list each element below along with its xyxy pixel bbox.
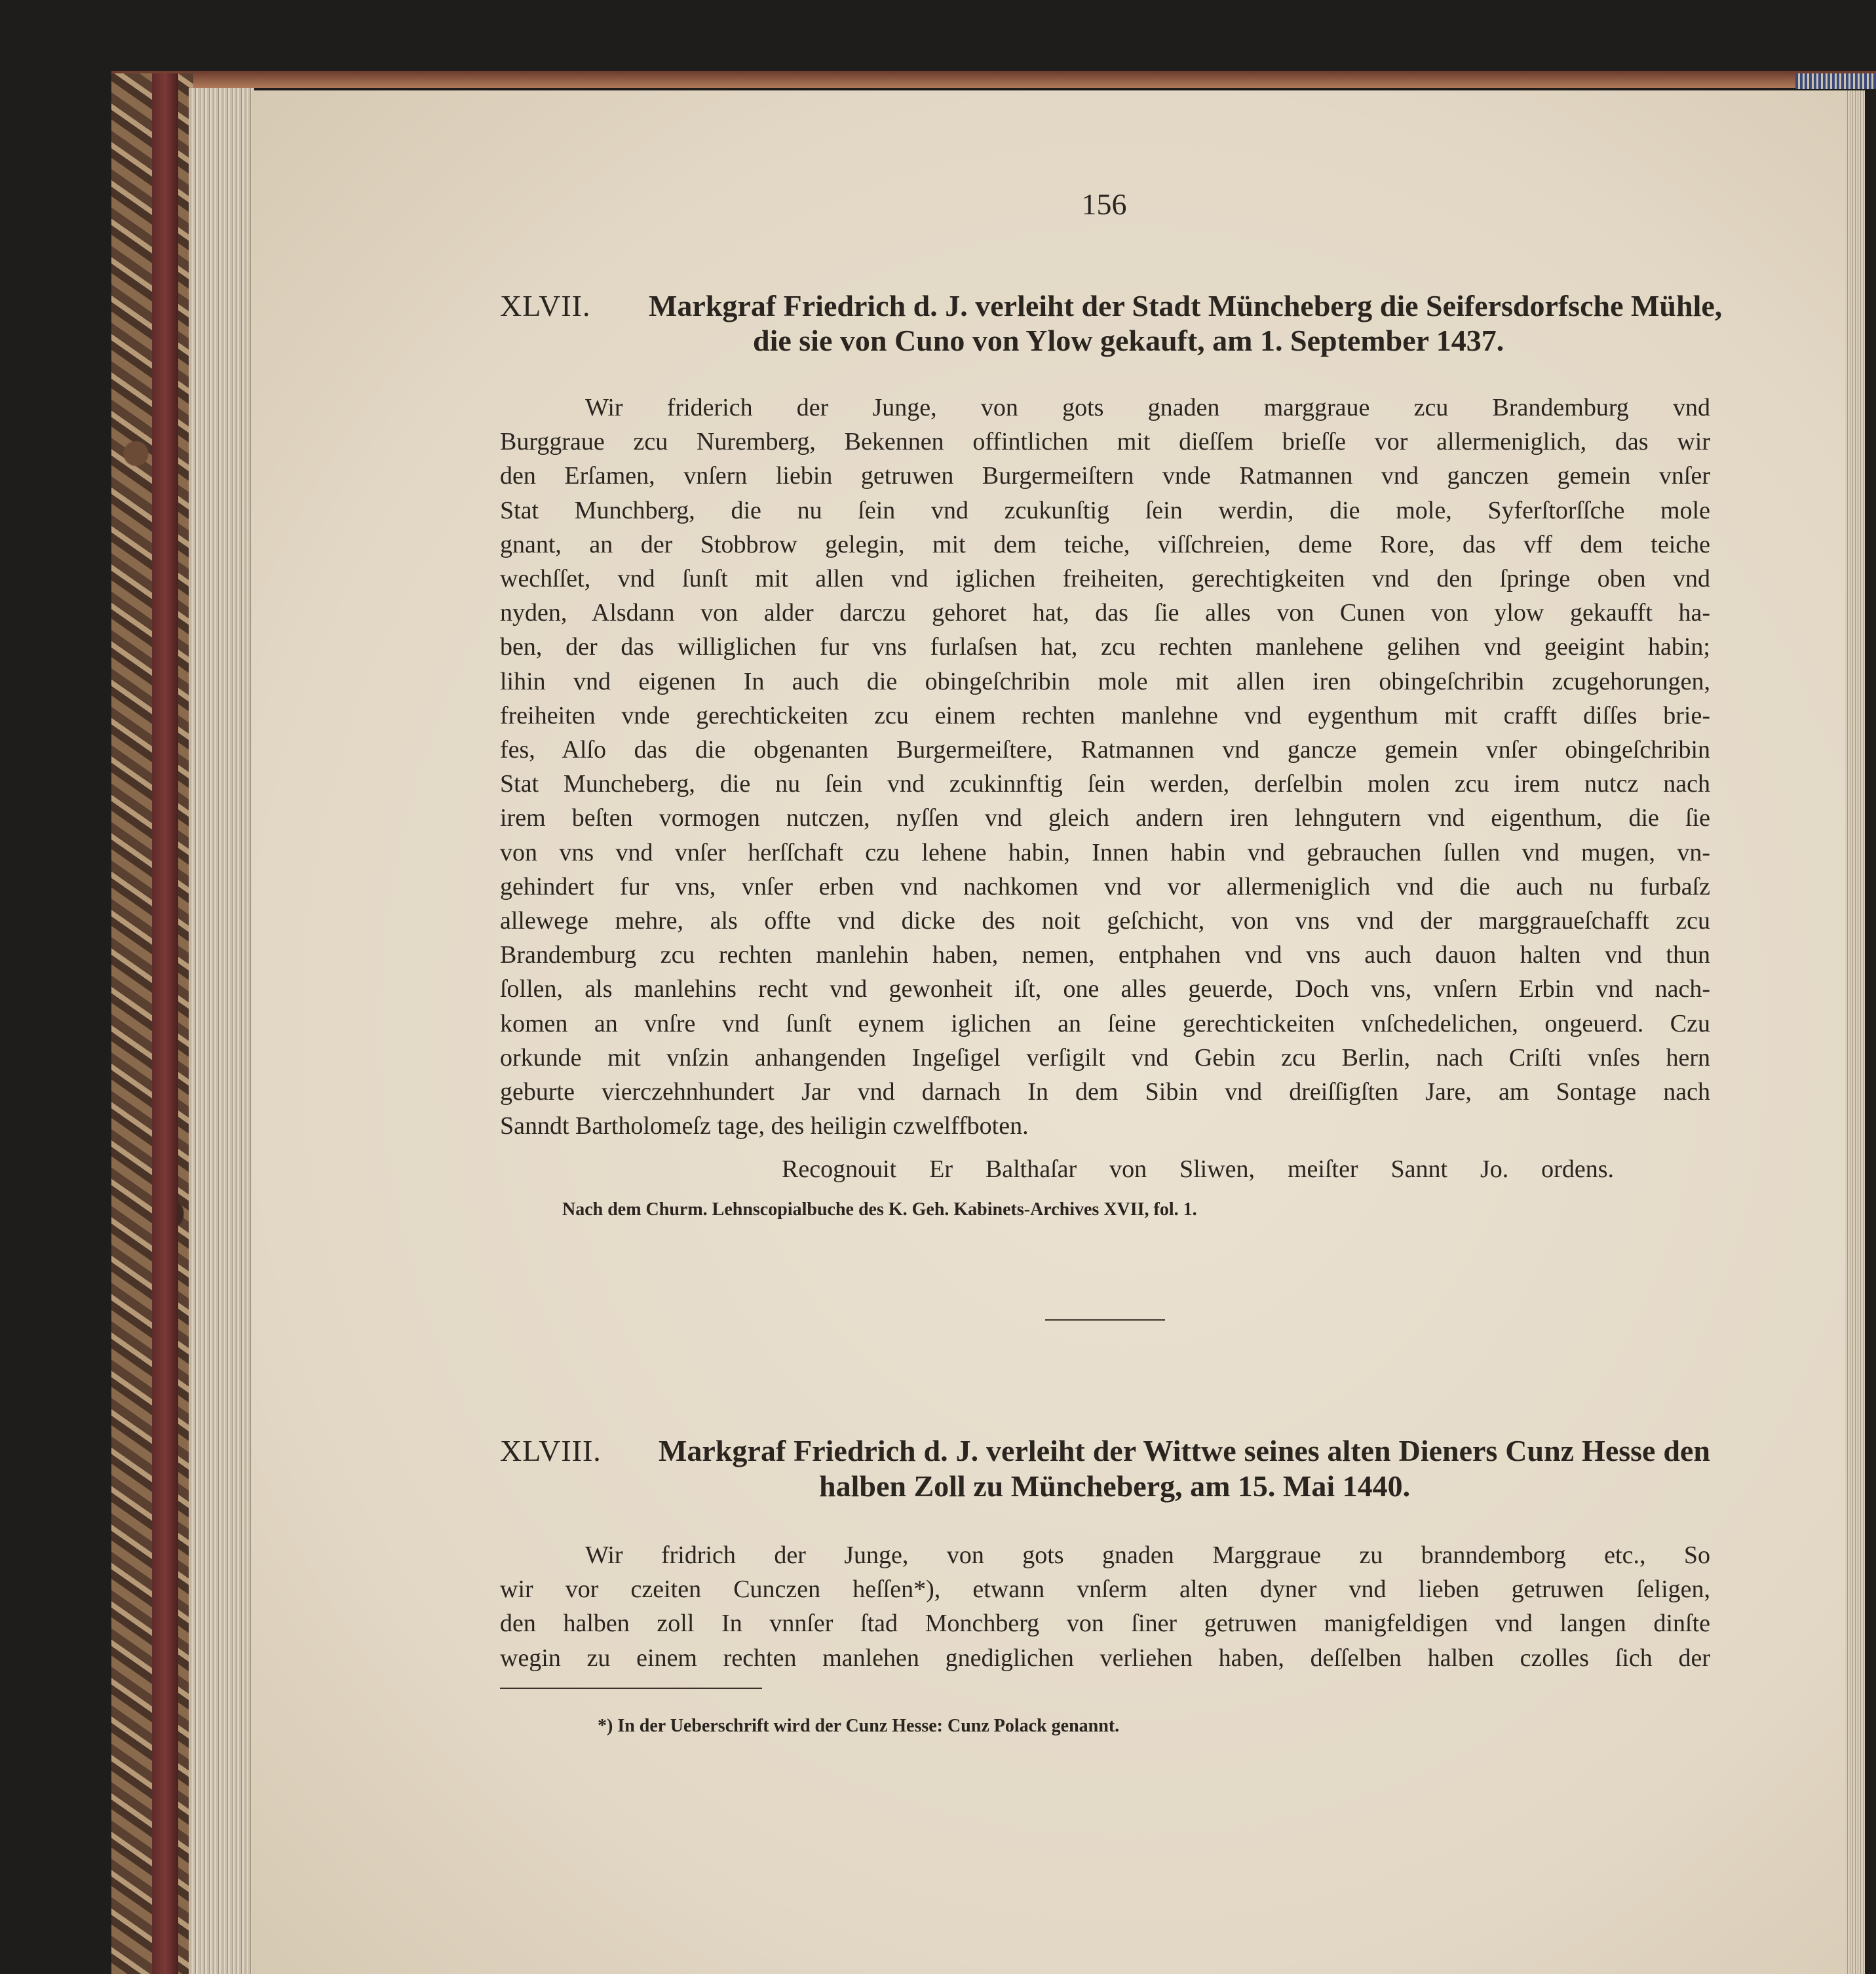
body-line: den Erſamen, vnſern liebin getruwen Burgermeiſtern vnde Ratmannen vnd ganczen gemein vnſer [500,462,1710,490]
body-line: Burggraue zcu Nuremberg, Bekennen offintlichen mit dieſſem brieſſe vor allermeniglich, das wir [500,428,1710,456]
body-line: gehindert fur vns, vnſer erben vnd nachkomen vnd vor allermeniglich vnd die auch nu furbaſz [500,872,1710,900]
footnote-rule [500,1688,762,1689]
body-line: nyden, Alsdann von alder darczu gehoret hat, das ſie alles von Cunen von ylow gekaufft ha- [500,599,1710,627]
section-number: XLVIII. [500,1434,602,1467]
body-line: gnant, an der Stobbrow gelegin, mit dem teiche, viſſchreien, deme Rore, das vff dem teiche [500,530,1710,558]
section-title-line: Markgraf Friedrich d. J. verleiht der Stadt Müncheberg die Seifersdorfsche Mühle, [649,289,1723,322]
body-line: orkunde mit vnſzin anhangenden Ingeſigel verſigilt vnd Gebin zcu Berlin, nach Criſti vnſes hern [500,1043,1710,1072]
body-line: wechſſet, vnd ſunſt mit allen vnd iglichen freiheiten, gerechtigkeiten vnd den ſpringe oben vnd [500,565,1710,592]
body-line: allewege mehre, als offte vnd dicke des noit geſchicht, von vns vnd der marggraueſchafft zcu [500,907,1710,935]
body-line: von vns vnd vnſer herſſchaft czu lehene habin, Innen habin vnd gebrauchen ſullen vnd mugen, vn- [500,838,1710,866]
section-divider [1045,1319,1165,1321]
body-line: Stat Muncheberg, die nu ſein vnd zcukinnftig ſein werden, derſelbin molen zcu irem nutcz nach [500,770,1710,798]
body-line: fes, Alſo das die obgenanten Burgermeiſtere, Ratmannen vnd gancze gemein vnſer obingeſchribin [500,736,1710,764]
section-title-line: die sie von Cuno von Ylow gekauft, am 1. September 1437. [753,324,1504,357]
section-title-line: halben Zoll zu Müncheberg, am 15. Mai 1440. [819,1469,1411,1503]
footnote: *) In der Ueberschrift wird der Cunz Hesse: Cunz Polack genannt. [598,1716,1120,1736]
page-number: 156 [1081,187,1127,221]
body-line: Wir friderich der Junge, von gots gnaden marggraue zcu Brandemburg vnd [585,394,1710,421]
recognition-line: Recognouit Er Balthaſar von Sliwen, meiſter Sannt Jo. ordens. [782,1155,1614,1183]
body-line: komen an vnſre vnd ſunſt eynem iglichen an ſeine gerechtickeiten vnſchedelichen, ongeuerd. Czu [500,1009,1710,1037]
section-title-line: Markgraf Friedrich d. J. verleiht der Wittwe seines alten Dieners Cunz Hesse den [659,1434,1710,1467]
body-line: Wir fridrich der Junge, von gots gnaden Marggraue zu branndemborg etc., So [585,1541,1710,1569]
book-top-edge [111,71,1876,88]
page-block-edges [189,88,254,1974]
body-line: lihin vnd eigenen In auch die obingeſchribin mole mit allen iren obingeſchribin zcugehorungen, [500,667,1710,695]
body-line: Stat Munchberg, die nu ſein vnd zcukunſtig ſein werdin, die mole, Syferſtorſſche mole [500,496,1710,524]
body-line: wegin zu einem rechten manlehen gnediglichen verliehen haben, deſſelben halben czolles ſich der [500,1644,1710,1672]
body-line: den halben zoll In vnnſer ſtad Monchberg von ſiner getruwen manigfeldigen vnd langen dinſte [500,1610,1710,1638]
cover-spine-leather [152,73,178,1974]
bookmark-edge [1795,73,1876,89]
body-line: Brandemburg zcu rechten manlehin haben, nemen, entphahen vnd vns auch dauon halten vnd thun [500,941,1710,969]
body-line: irem beſten vormogen nutczen, nyſſen vnd gleich andern iren lehngutern vnd eigenthum, die ſie [500,804,1710,832]
body-line: ſollen, als manlehins recht vnd gewonheit iſt, one alles geuerde, Doch vns, vnſern Erbin vnd nach- [500,975,1710,1003]
source-note: Nach dem Churm. Lehnscopialbuche des K. Geh. Kabinets-Archives XVII, fol. 1. [562,1199,1197,1220]
right-page-edges [1845,90,1865,1974]
section-number: XLVII. [500,289,591,322]
body-line: wir vor czeiten Cunczen heſſen*), etwann vnſerm alten dyner vnd lieben getruwen ſeligen, [500,1576,1710,1604]
body-line: ben, der das williglichen fur vns furlaſsen hat, zcu rechten manlehene gelihen vnd geeigint habin; [500,633,1710,661]
body-line: geburte vierczehnhundert Jar vnd darnach In dem Sibin vnd dreiſſigſten Jare, am Sontage nach [500,1078,1710,1106]
body-line: freiheiten vnde gerechtickeiten zcu einem rechten manlehne vnd eygenthum mit crafft diſſes brie- [500,701,1710,729]
body-line: Sanndt Bartholomeſz tage, des heiligin czwelffboten. [500,1112,1029,1140]
